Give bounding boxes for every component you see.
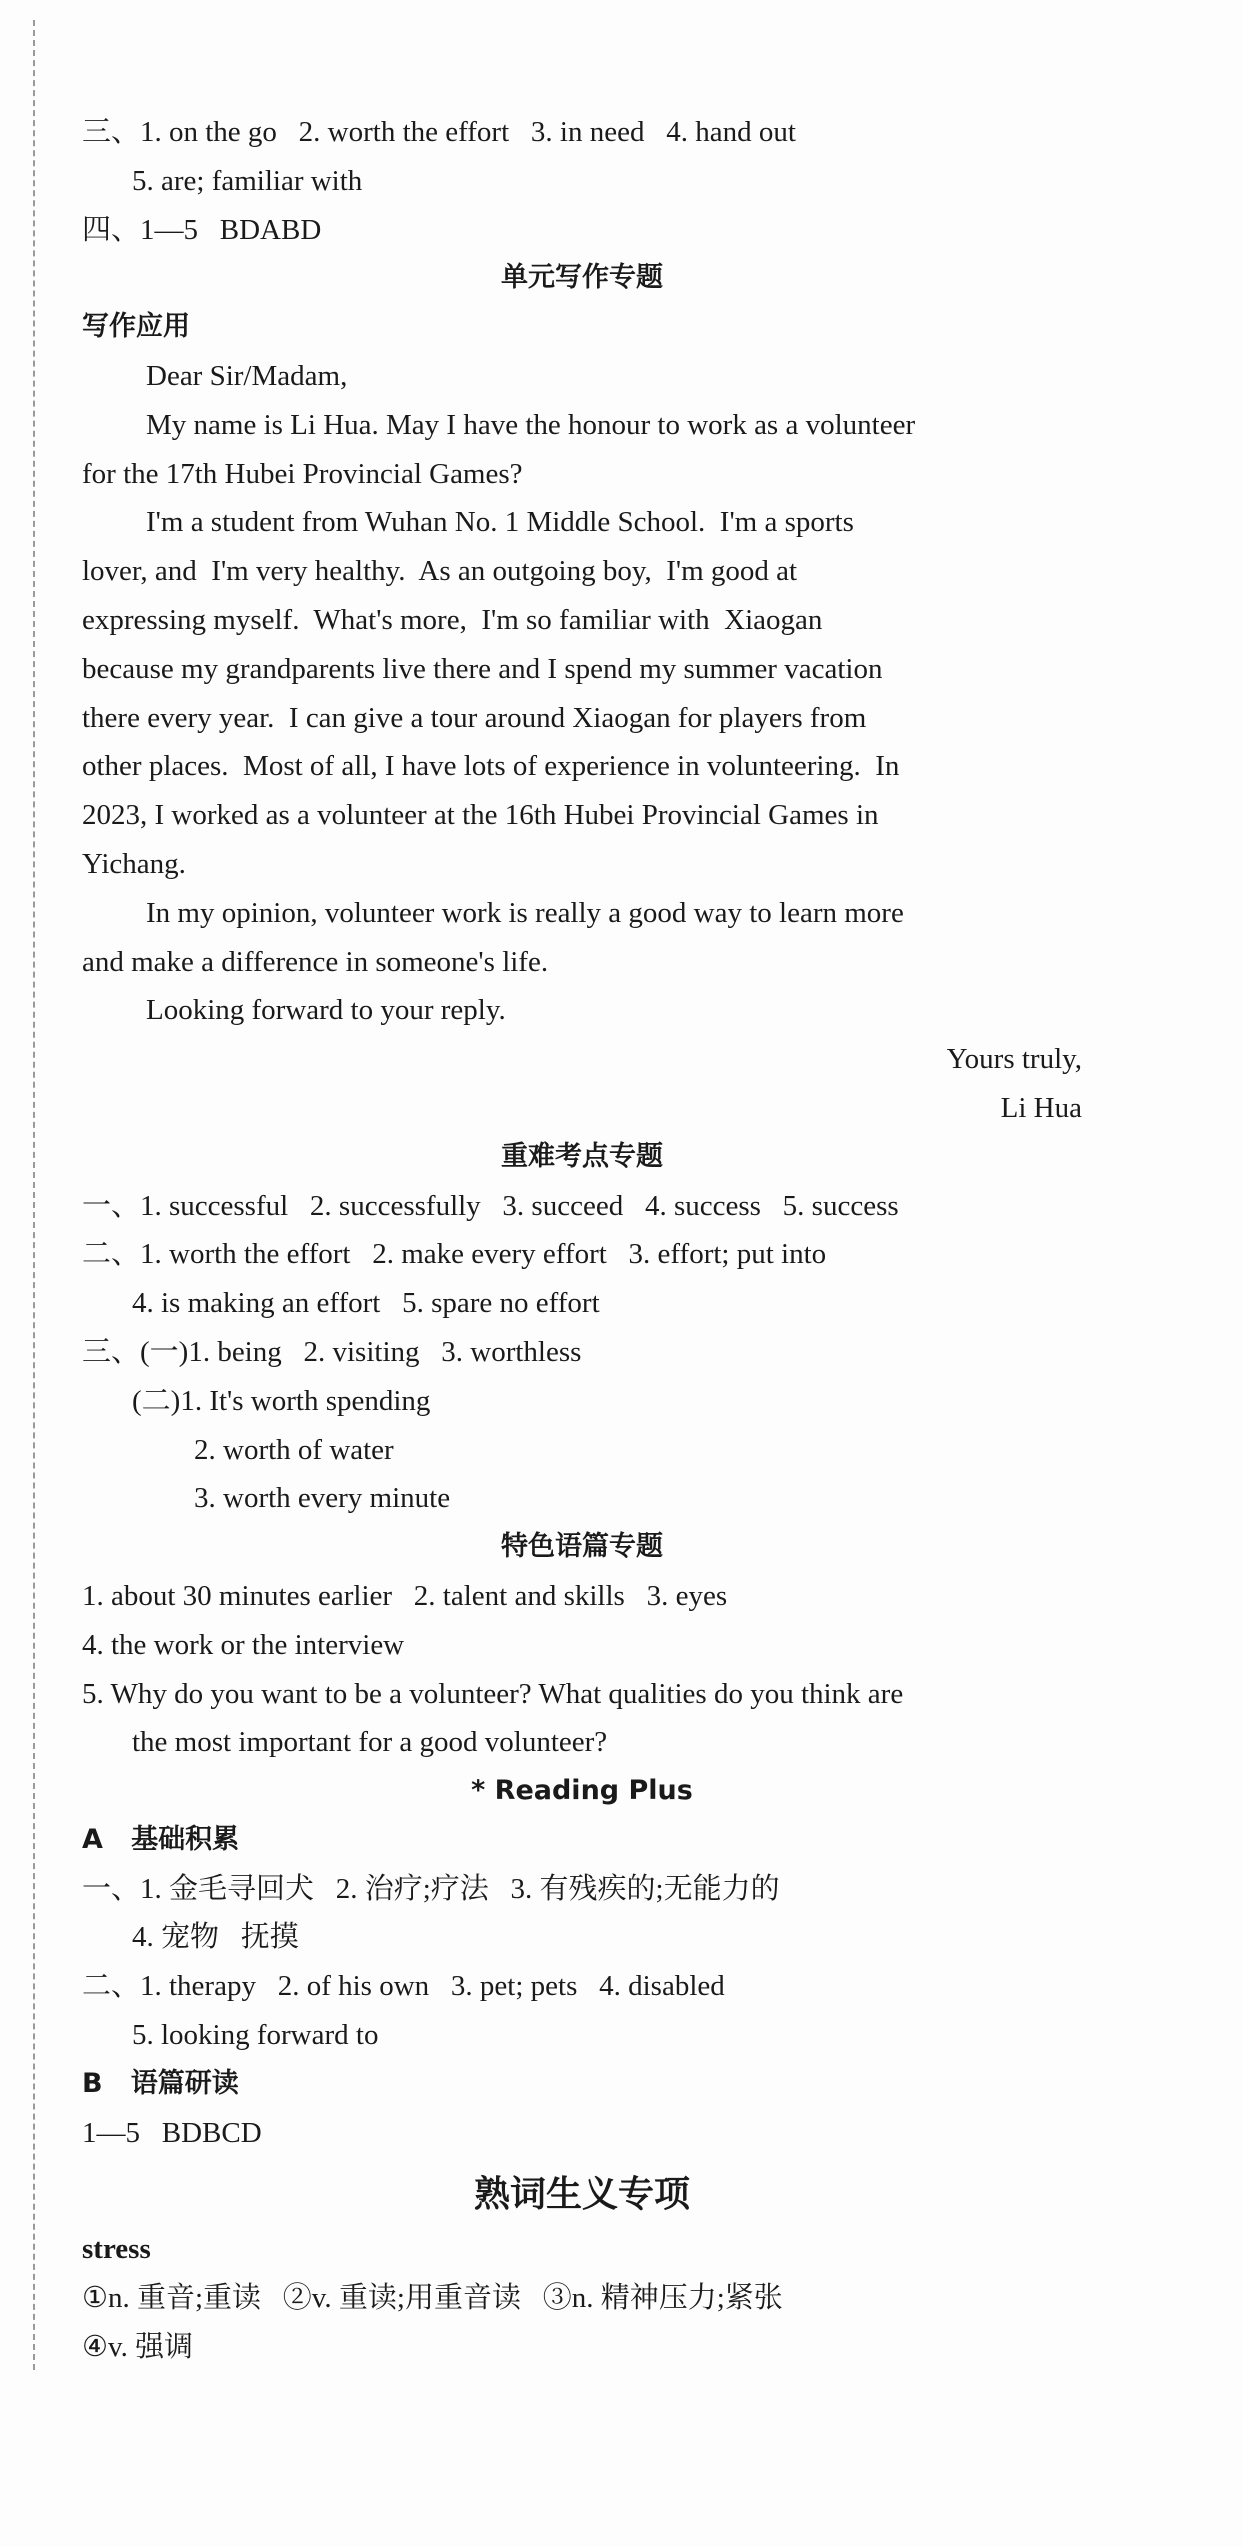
text-line: (二)1. It's worth spending — [132, 1384, 431, 1417]
section-heading: 重难考点专题 — [501, 1140, 663, 1172]
text-line: stress — [82, 2233, 151, 2266]
text-line: 5. are; familiar with — [132, 164, 363, 197]
section-heading: 特色语篇专题 — [501, 1531, 663, 1563]
section-heading: 熟词生义专项 — [473, 2174, 690, 2216]
binding-margin-line — [33, 20, 35, 2370]
text-line: 1. about 30 minutes earlier 2. talent and skills 3. eyes — [82, 1579, 728, 1612]
text-line: because my grandparents live there and I spend my summer vacation — [82, 652, 883, 685]
text-line: 三、1. on the go 2. worth the effort 3. in need 4. hand out — [82, 116, 796, 148]
text-line: 4. the work or the interview — [82, 1628, 405, 1661]
text-line: 1—5 BDBCD — [82, 2116, 262, 2149]
section-heading: A 基础积累 — [82, 1823, 240, 1855]
section-heading: * Reading Plus — [471, 1775, 693, 1807]
text-line: the most important for a good volunteer? — [132, 1726, 608, 1759]
text-line: 4. 宠物 抚摸 — [132, 1921, 299, 1954]
text-line: 3. worth every minute — [194, 1482, 451, 1515]
text-line: Yours truly, — [946, 1043, 1082, 1076]
text-line: other places. Most of all, I have lots of experience in volunteering. In — [82, 750, 900, 783]
text-line: lover, and I'm very healthy. As an outgoing boy, I'm good at — [82, 555, 798, 588]
answer-key-document — [82, 108, 1082, 2372]
text-line: 5. looking forward to — [132, 2019, 379, 2052]
text-line: 四、1—5 BDABD — [82, 213, 322, 246]
text-line: I'm a student from Wuhan No. 1 Middle School. I'm a sports — [146, 506, 854, 539]
text-line: 4. is making an effort 5. spare no effort — [132, 1287, 600, 1320]
text-line: Looking forward to your reply. — [146, 994, 506, 1027]
text-line: 2023, I worked as a volunteer at the 16th Hubei Provincial Games in — [82, 799, 879, 832]
text-line: ④v. 强调 — [82, 2331, 194, 2364]
text-line: In my opinion, volunteer work is really a good way to learn more — [146, 896, 904, 929]
text-line: Li Hua — [1000, 1091, 1082, 1124]
text-line: and make a difference in someone's life. — [82, 945, 549, 978]
text-line: 2. worth of water — [194, 1433, 394, 1466]
text-line: 一、1. successful 2. successfully 3. succeed 4. success 5. success — [82, 1189, 899, 1222]
text-line: 二、1. therapy 2. of his own 3. pet; pets 4. disabled — [82, 1970, 725, 2003]
text-line: My name is Li Hua. May I have the honour to work as a volunteer — [146, 408, 916, 441]
text-line: 5. Why do you want to be a volunteer? What qualities do you think are — [82, 1677, 904, 1710]
text-line: expressing myself. What's more, I'm so familiar with Xiaogan — [82, 603, 823, 636]
section-heading: 写作应用 — [82, 311, 190, 343]
text-line: 二、1. worth the effort 2. make every effort 3. effort; put into — [82, 1238, 827, 1271]
text-line: ①n. 重音;重读 ②v. 重读;用重音读 ③n. 精神压力;紧张 — [82, 2282, 783, 2315]
text-line: Dear Sir/Madam, — [146, 359, 348, 392]
text-line: Yichang. — [82, 847, 186, 880]
section-heading: B 语篇研读 — [82, 2067, 239, 2099]
section-heading: 单元写作专题 — [501, 262, 663, 294]
text-line: 一、1. 金毛寻回犬 2. 治疗;疗法 3. 有残疾的;无能力的 — [82, 1872, 780, 1905]
text-line: there every year. I can give a tour around Xiaogan for players from — [82, 701, 867, 734]
text-line: 三、(一)1. being 2. visiting 3. worthless — [82, 1335, 582, 1368]
text-line: for the 17th Hubei Provincial Games? — [82, 457, 523, 490]
